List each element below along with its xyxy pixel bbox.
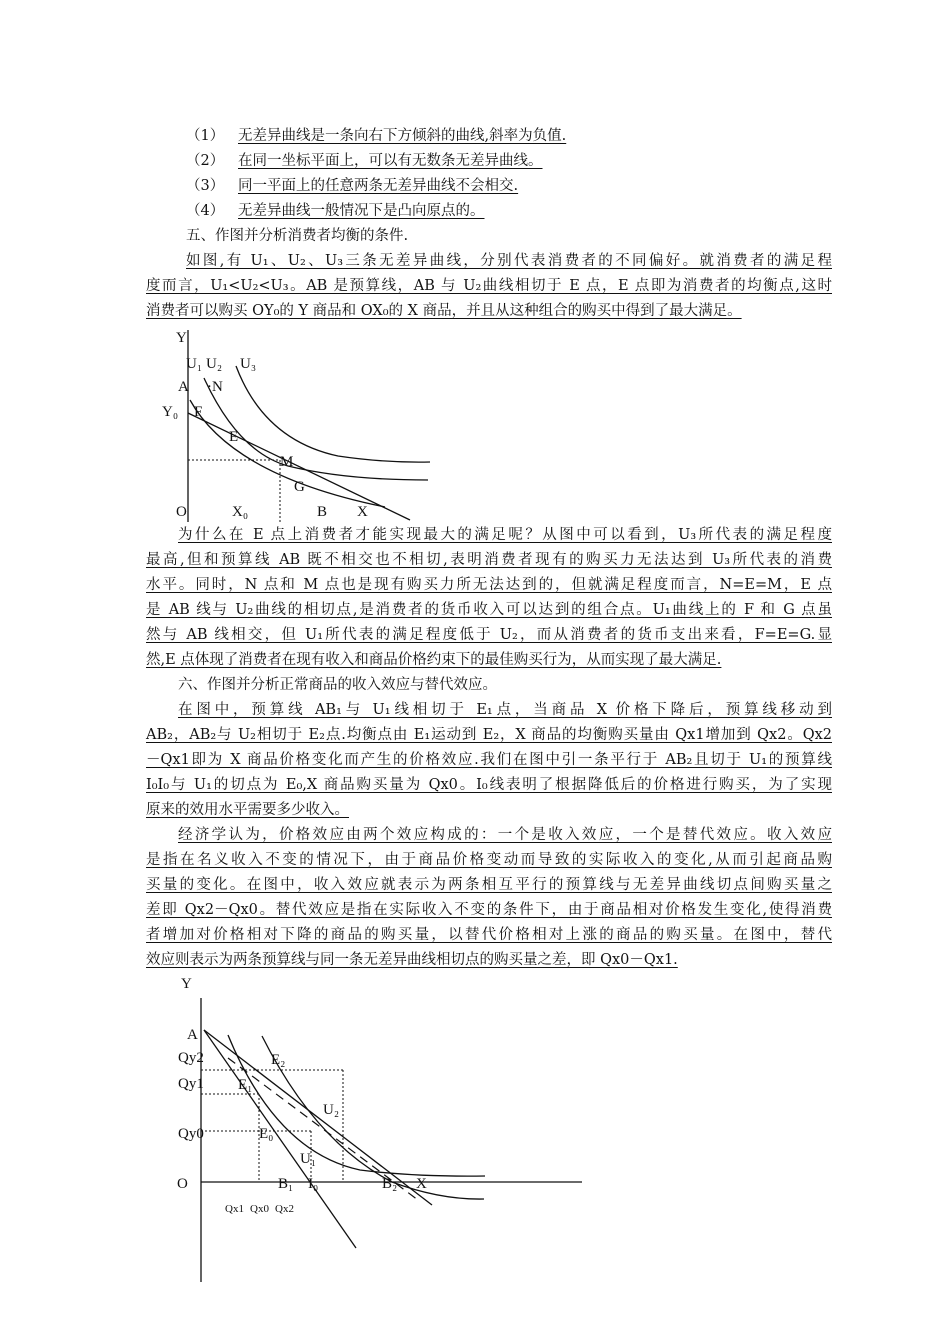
paragraph-line: 是 AB 线与 U₂曲线的相切点,是消费者的货币收入可以达到的组合点。U₁曲线上的 F 和 G 点虽	[146, 602, 832, 618]
paragraph-line: 效应则表示为两条预算线与同一条无差异曲线相切点的购买量之差，即 Qx0－Qx1.	[146, 952, 678, 968]
list-text: 在同一坐标平面上，可以有无数条无差异曲线。	[238, 153, 543, 169]
list-number: （4）	[186, 203, 225, 219]
list-number: （3）	[186, 178, 225, 194]
paragraph-line: 在图中，预算线 AB₁与 U₁线相切于 E₁点，当商品 X 价格下降后，预算线移动到	[178, 702, 832, 718]
axis-label-qy1: Qy1	[178, 1076, 204, 1092]
paragraph-line: 然,E 点体现了消费者在现有收入和商品价格约束下的最佳购买行为，从而实现了最大满足.	[146, 652, 722, 668]
point-label-a: A	[187, 1027, 198, 1043]
paragraph-line: 如图,有 U₁、U₂、U₃三条无差异曲线，分别代表消费者的不同偏好。就消费者的满足程	[186, 253, 832, 269]
axis-label-y: Y	[176, 330, 187, 346]
axis-label-qx0: Qx0	[250, 1203, 269, 1215]
point-label-f: F	[194, 404, 203, 420]
axis-label-qx1: Qx1	[225, 1203, 244, 1215]
paragraph-line: 消费者可以购买 OY₀的 Y 商品和 OX₀的 X 商品，并且从这种组合的购买中得到了最大满足。	[146, 303, 742, 319]
axis-label-qy2: Qy2	[178, 1050, 204, 1066]
curve-label-u2: U₂	[206, 356, 223, 372]
paragraph-line: －Qx1即为 X 商品价格变化而产生的价格效应.我们在图中引一条平行于 AB₂且切于 U₁的预算线	[146, 752, 832, 768]
point-label-b: B	[317, 504, 328, 520]
axis-label-x0: X₀	[232, 504, 249, 520]
paragraph-line: 水平。同时，N 点和 M 点也是现有购买力所无法达到的，但就满足程度而言，N=E=M，E 点	[146, 577, 832, 593]
paragraph-line: 差即 Qx2－Qx0。替代效应是指在实际收入不变的条件下，由于商品相对价格发生变化,使得消费	[146, 902, 832, 918]
point-label-b1: B₁	[278, 1176, 294, 1192]
paragraph-line: 经济学认为，价格效应由两个效应构成的：一个是收入效应，一个是替代效应。收入效应	[178, 827, 832, 843]
section-heading: 六、作图并分析正常商品的收入效应与替代效应。	[178, 677, 497, 693]
paragraph-line: 最高,但和预算线 AB 既不相交也不相切,表明消费者现有的购买力无法达到 U₃所代表的消费	[146, 552, 832, 568]
point-label-b2: B₂	[382, 1176, 398, 1192]
paragraph-line: 是指在名义收入不变的情况下，由于商品价格变动而导致的实际收入的变化,从而引起商品购	[146, 852, 832, 868]
paragraph-line: 买量的变化。在图中，收入效应就表示为两条相互平行的预算线与无差异曲线切点间购买量之	[146, 877, 832, 893]
origin-label: O	[177, 1176, 188, 1192]
point-label-e1: E₁	[238, 1077, 253, 1093]
paragraph-line: 度而言，U₁<U₂<U₃。AB 是预算线，AB 与 U₂曲线相切于 E 点，E 点即为消费者的均衡点,这时	[146, 278, 832, 294]
indifference-curve-u1	[228, 1035, 485, 1176]
paragraph-line: 者增加对价格相对下降的商品的购买量，以替代价格相对上涨的商品的购买量。在图中，替代	[146, 927, 832, 943]
point-label-n: ·N	[207, 379, 223, 395]
list-text: 无差异曲线一般情况下是凸向原点的。	[238, 203, 485, 219]
paragraph-line: I₀I₀与 U₁的切点为 E₀,X 商品购买量为 Qx0。I₀线表明了根据降低后的价格进行购买，为了实现	[146, 777, 832, 793]
axis-label-y0: Y₀	[162, 404, 179, 420]
point-label-e: E	[229, 429, 239, 445]
paragraph-line: 原来的效用水平需要多少收入。	[146, 802, 349, 818]
point-label-e2: E₂	[271, 1052, 286, 1068]
paragraph-line: AB₂，AB₂与 U₂相切于 E₂点.均衡点由 E₁运动到 E₂，X 商品的均衡购买量由 Qx1增加到 Qx2。Qx2	[146, 727, 832, 743]
point-label-g: G	[294, 479, 305, 495]
axis-label-qy0: Qy0	[178, 1126, 204, 1142]
point-label-e0: E₀	[259, 1126, 274, 1142]
list-text: 同一平面上的任意两条无差异曲线不会相交.	[238, 178, 519, 194]
paragraph-line: 然与 AB 线相交，但 U₁所代表的满足程度低于 U₂，而从消费者的货币支出来看，F=E=G.显	[146, 627, 832, 643]
point-label-m: M	[280, 454, 294, 470]
axis-label-x: X	[357, 504, 368, 520]
point-label-a: A	[178, 379, 189, 395]
curve-label-u1: U₁	[300, 1151, 317, 1167]
axis-label-y: Y	[181, 976, 192, 992]
curve-label-u1: U₁	[186, 356, 203, 372]
indifference-curve-u2	[262, 1036, 484, 1199]
list-number: （2）	[186, 153, 225, 169]
paragraph-line: 为什么在 E 点上消费者才能实现最大的满足呢？从图中可以看到，U₃所代表的满足程度	[178, 527, 832, 543]
curve-label-u2: U₂	[323, 1102, 340, 1118]
curve-label-u3: U₃	[240, 356, 257, 372]
axis-label-qx2: Qx2	[275, 1203, 294, 1215]
section-heading: 五、作图并分析消费者均衡的条件.	[186, 228, 409, 244]
list-number: （1）	[186, 128, 225, 144]
list-text: 无差异曲线是一条向右下方倾斜的曲线,斜率为负值.	[238, 128, 567, 144]
origin-label: O	[176, 504, 187, 520]
axis-label-x: X	[416, 1176, 427, 1192]
point-label-i0: I₀	[308, 1176, 319, 1192]
